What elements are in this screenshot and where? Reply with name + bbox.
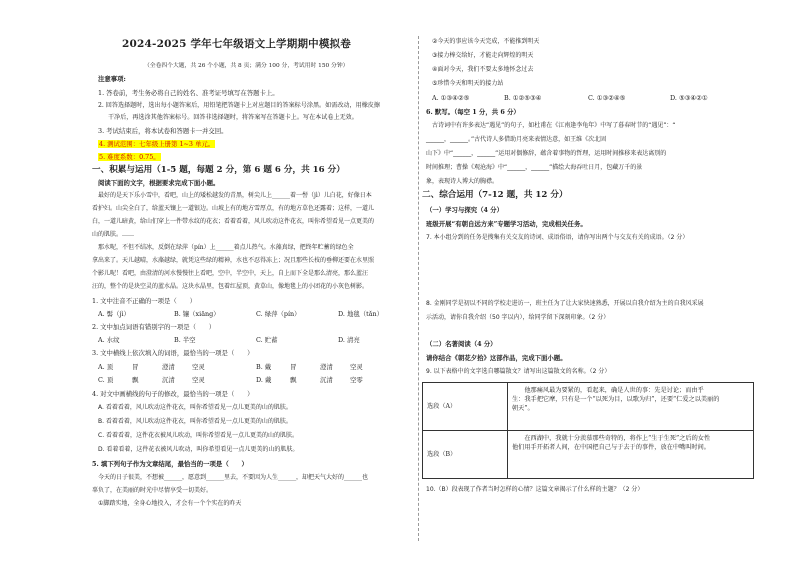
passage-line-3: 白，一道儿暗黄，给山们穿上一件带水纹的花衣；看着看着，风儿吹动这件花衣，叫你希望看见一点更美的 [92,218,375,225]
q6-line-4: 时间推理；曹操《观沧海》中“______，______”描绘大海吞吐日月，包藏万千的景 [426,164,643,171]
section-1-heading: 一、积累与运用（1-5 题，每题 2 分，第 6 题 6 分，共 16 分） [92,165,345,175]
q3-option-a-label[interactable]: A. 顶 [98,363,114,371]
q3-option-d-word2: 沉清 [320,376,333,384]
q4-option-a[interactable]: A. 看着看着，风儿吹动这件花衣，叫你希望看见一点儿更美的山的肌肤。 [98,404,292,411]
passage-line-5: 那水呢，不但不结冰，反倒在绿萍（pín）上______着点儿热气。水藻真绿，把终年贮蓄的绿色全 [98,244,354,251]
q5-option-3: ③接力棒交给好，才能走向辉煌的明天 [432,52,534,59]
subsection-1-intro: 班级开展“有朝自远方来”专题学习活动，完成相关任务。 [426,220,587,228]
q3-option-d-label[interactable]: D. 戴 [256,376,272,384]
q9-row-a-line-1: 他那痛风最为要紧的，看起来，确是人世的事：先是讨论；而由乎 [512,387,704,394]
q3-option-c-word1: 飘 [132,376,139,384]
notice-3: 3. 考试结束后，将本试卷和答题卡一并交回。 [98,127,228,135]
q9-row-b-label: 选段（B） [427,451,457,458]
q5-option-2: ②今天的事应该今天完成，不能推到明天 [432,38,540,45]
exam-meta: （全卷四个大题，共 26 个小题，共 8 页；满分 100 分，考试用时 150 分钟） [144,63,349,69]
q3-option-a-word1: 冒 [132,363,139,371]
question-6: 6. 默写。（每空 1 分，共 6 分） [426,108,520,116]
question-4: 4. 对文中画横线的句子的修改，最恰当的一项是（ ） [92,390,254,398]
question-8: 8. 金刚同学是初以不同的学校走进访一，班主任为了让大家快速熟悉，开展以自我介绍为主的自我风采展 [426,300,704,307]
q2-option-b[interactable]: B. 半空 [174,336,196,344]
q3-option-c-label[interactable]: C. 顶 [98,376,114,384]
q1-option-d[interactable]: D. 地毯（tǎn） [338,310,384,318]
q9-row-a-line-3: 朝天”。 [512,405,534,412]
q3-option-c-word3: 空灵 [192,376,205,384]
q9-table [422,382,754,479]
q3-option-c-word2: 沉清 [162,376,175,384]
question-3: 3. 文中横线上依次填入的词语，最恰当的一项是（ ） [92,349,254,357]
q9-row-a-label: 选段（A） [427,403,457,410]
passage-line-1: 最好的是天下乐小雪中，看吧，山上的矮松越发的青黑，树尖儿上______着一髻（jì）儿白花，好像日本 [98,192,372,199]
q5-choice-a[interactable]: A. ①③④②⑤ [432,94,470,102]
column-divider [418,36,419,541]
q5-option-5: ⑤珍惜今天和明天的接力站 [432,80,504,87]
q2-option-a[interactable]: A. 水纹 [98,336,120,344]
q9-table-row-a [423,383,754,431]
question-10: 10.（B）段表现了作者当时怎样的心情？这篇文章揭示了什么样的主题？（2 分） [426,486,644,493]
subsection-1-heading: （一）学习与探究（4 分） [426,206,503,214]
notice-4-range: 4. 测试范围：七年级上册第 1~3 单元。 [99,140,215,148]
notice-title: 注意事项: [98,75,126,83]
q6-line-2: ______，______。”古代诗人多借助月亮来表情达意，如王维《次北固 [426,136,607,143]
question-2: 2. 文中加点词语有错别字的一项是（ ） [92,323,216,331]
notice-5-difficulty: 5. 难度系数：0.75。 [99,153,160,161]
question-7: 7. 本小组分到的任务是搜集有关交友的诗词、成语俗语，请你写出两个与交友有关的成语。（2 分） [426,234,689,241]
q6-line-5: 象，表现诗人博大的胸襟。 [426,178,499,185]
q3-option-d-word3: 空零 [350,376,363,384]
q4-option-d[interactable]: D. 看着看着，这件花衣被风儿吹动，叫你希望看见一点儿更美的山的肌肤。 [98,446,299,453]
q4-option-b[interactable]: B. 看着看着，风儿吹动这件花衣，叫你希望看见一点儿更美的山的肌肤。 [98,418,292,425]
q3-option-b-label[interactable]: B. 戴 [256,363,272,371]
q1-option-b[interactable]: B. 镶（xiāng） [174,310,220,318]
q9-row-a-line-2: 生：我手把它摩，只有是一个“以死为目，以歌为归”，还要“仁爱之以美丽的 [512,396,720,403]
q5-choice-c[interactable]: C. ①③②④⑤ [588,94,626,102]
q6-line-3: 山下》中“______，______”运用对偶修辞，蕴含着事物的哲理，运用时间推移来表达离别的 [426,150,667,157]
question-9: 9. 以下表格中的文字选自哪篇散文？请写出这篇散文的名称。（2 分） [426,368,611,375]
passage-line-7: 个影儿呢！看吧，由澄清的河水慢慢往上看吧，空中，半空中，天上，自上而下全是那么清亮，那么蓝汪 [92,270,369,277]
q6-line-1: 古诗词中有许多表达“遇见”的句子，如杜甫在《江南逢李龟年》中写了暮春时节的“遇见”：“ [432,122,676,129]
question-1: 1. 文中注音不正确的一项是（ ） [92,297,196,305]
q5-option-1: ①脚踏实地，全身心地投入，才会有一个个实在的昨天 [98,500,242,507]
q1-option-c[interactable]: C. 绿萍（pín） [256,310,301,318]
q5-choice-d[interactable]: D. ⑤③④②① [670,94,708,102]
q2-option-c[interactable]: C. 贮蓄 [256,336,278,344]
q5-text: 今天的日子很美，不想被______，愿意到______里去，不要因为人生______，却把天气大好的______也 [98,474,369,481]
q3-option-b-word3: 空灵 [350,363,363,371]
notice-2-cont: 干净后，再选涂其他答案标号。回答非选择题时，将答案写在答题卡上。写在本试卷上无效。 [108,114,358,121]
q1-option-a[interactable]: A. 髻（jì） [98,310,130,318]
q3-option-b-word1: 冒 [290,363,297,371]
q3-option-d-word1: 飘 [290,376,297,384]
q9-row-b-line-1: 在西湖中，我就十分羡慕那些奇特的，将作上“生于生死”之后的女性 [512,435,711,442]
subsection-2-intro: 请你结合《朝花夕拾》这部作品，完成下面小题。 [426,354,567,362]
q3-option-a-word3: 空灵 [192,363,205,371]
section-2-heading: 二、综合运用（7-12 题，共 12 分） [422,190,568,200]
exam-title: 2024-2025 学年七年级语文上学期期中模拟卷 [122,38,351,50]
q5-text-cont: 辜负了，在美丽的时光中尽情享受一切美好。 [92,487,213,494]
notice-2: 2. 回答选择题时，选出每小题答案后，用铅笔把答题卡上对应题目的答案标号涂黑。如需改动，用橡皮擦 [98,102,380,109]
q9-table-row-b [423,431,754,479]
reading-intro: 阅读下面的文字，根据要求完成下面小题。 [98,179,220,187]
passage-line-8: 汪的，整个的是块空灵的蓝水晶。这块水晶里，包着红屋顶，黄草山，像地毯上的小团花的小灰色树影。 [92,283,369,290]
question-8-cont: 示活动，请你自我介绍（50 字以内），给同学留下深刻印象。（2 分） [426,314,610,321]
subsection-2-heading: （二）名著阅读（4 分） [426,340,497,348]
q5-choice-b[interactable]: B. ①②⑤③④ [504,94,542,102]
q3-option-b-word2: 澄清 [320,363,333,371]
q2-option-d[interactable]: D. 清亮 [338,336,360,344]
question-5: 5. 填下列句子作为文章结尾，最恰当的一项是（ ） [92,460,248,468]
q9-row-b-line-2: 他们用手开拓者人间，在中国把自己与于去于的事件，放在中嘴叫时间。 [512,444,710,451]
q5-option-4: ④面对今天，我们不要太多地怀念过去 [432,66,534,73]
passage-line-6: 拿出来了。天儿越晴，水藻越绿，就凭这些绿的精神，水也不忍得冻上；况且那些长枝的垂柳还要在水里照 [92,257,375,264]
passage-line-2: 看护妇。山尖全白了，给蓝天镶上一道银边。山坡上有的地方雪厚点，有的地方草色还露着；这样，一道儿 [92,205,375,212]
passage-line-4: 山的肌肤。…… [92,231,135,238]
q3-option-a-word2: 澄清 [162,363,175,371]
q4-option-c[interactable]: C. 看着看着，这件花衣被风儿吹动，叫你希望看见一点儿更美的山的肌肤。 [98,432,299,439]
notice-1: 1. 答卷前，考生务必将自己的姓名、准考证号填写在答题卡上。 [98,89,279,97]
